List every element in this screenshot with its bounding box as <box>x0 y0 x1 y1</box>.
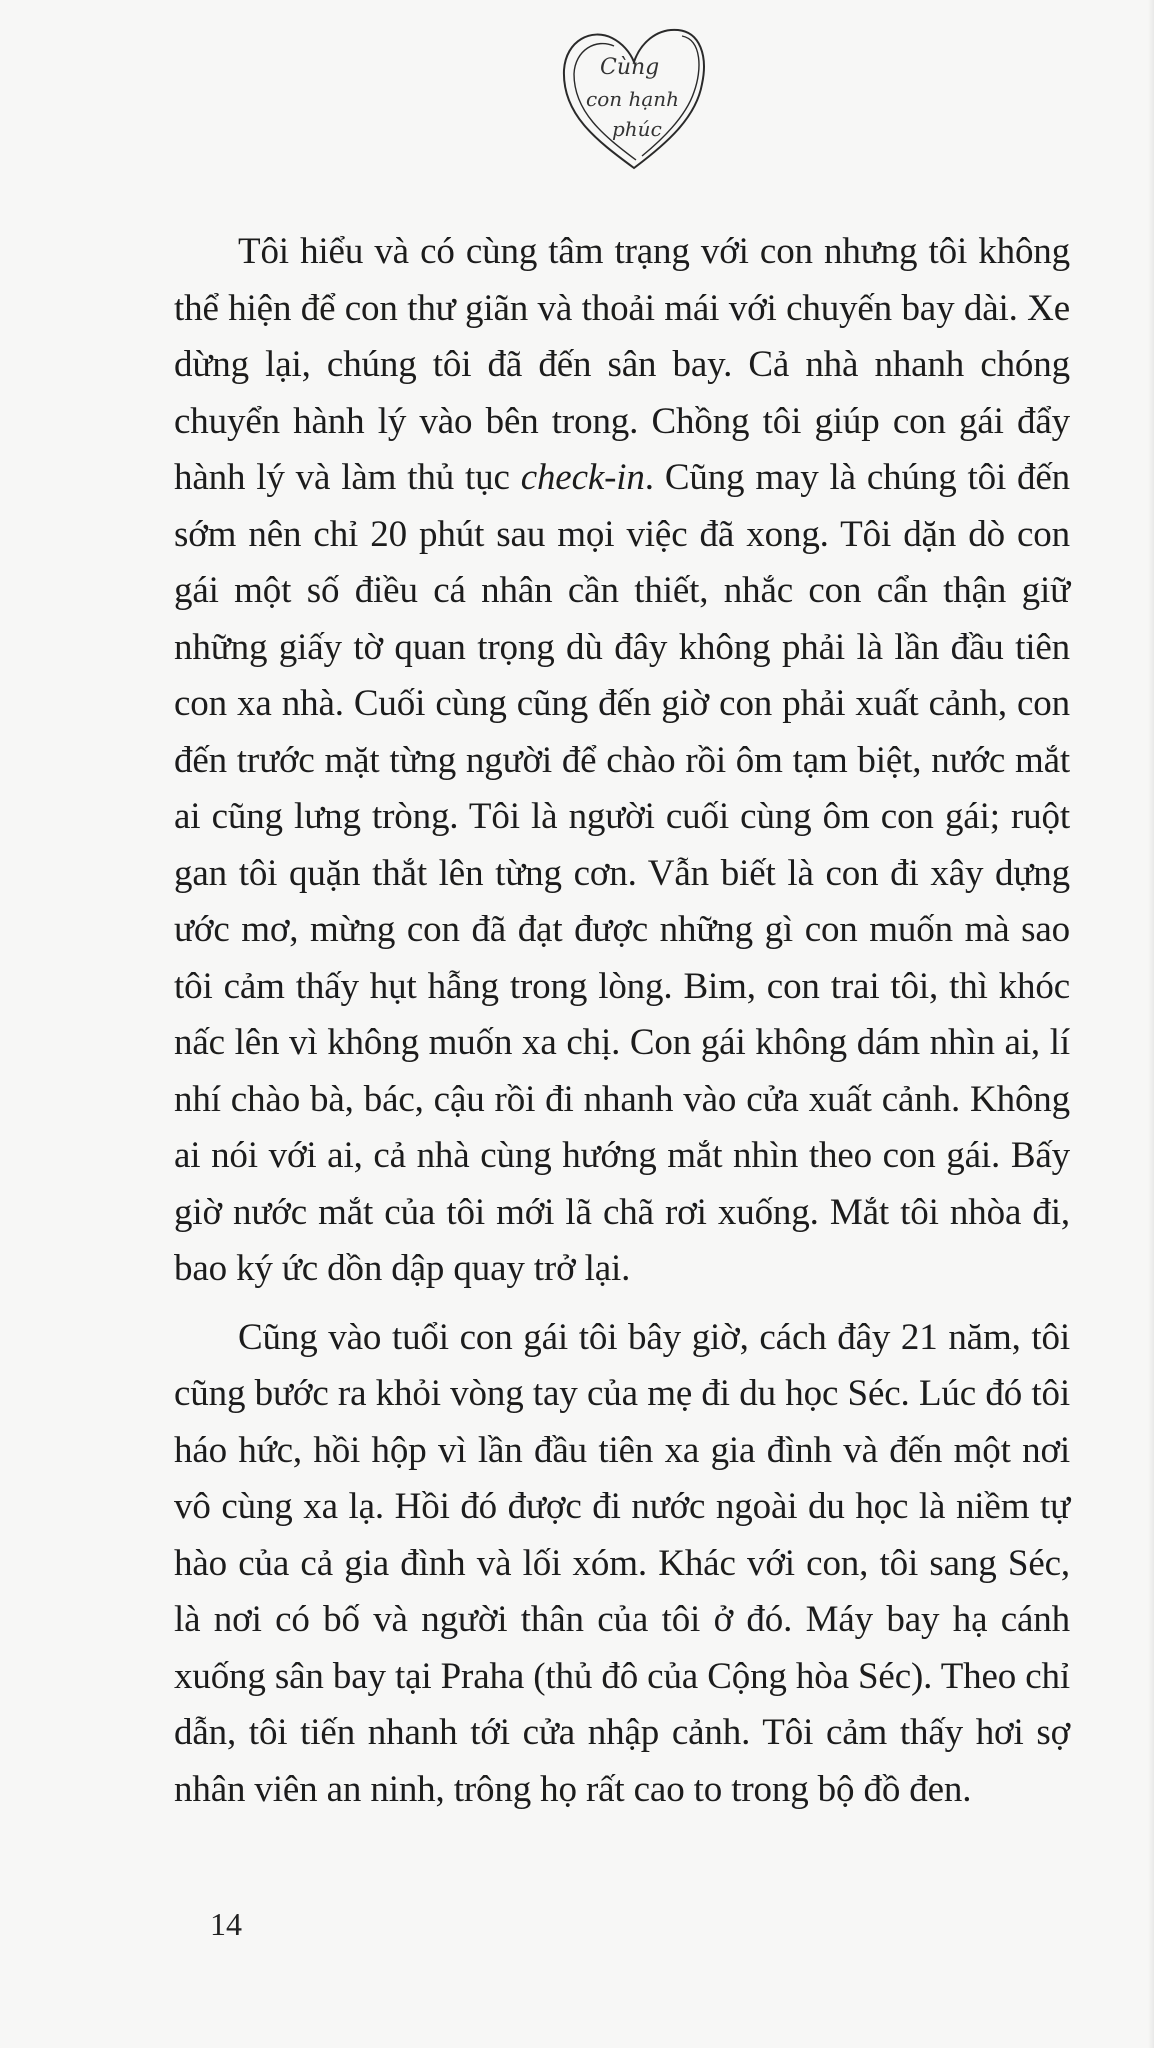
page-number: 14 <box>210 1906 242 1942</box>
page-edge-shadow <box>1148 0 1154 2048</box>
ornament-text-line2: con hạnh <box>586 87 680 111</box>
body-text <box>174 224 1070 1830</box>
ornament-text-line3: phúc <box>612 117 662 141</box>
paragraph-2: Cũng vào tuổi con gái tôi bây giờ, cách đây 21 năm, tôi cũng bước ra khỏi vòng tay của mẹ đi du học Séc. Lúc đó tôi háo hức, hồi hộp vì lần đầu tiên xa gia đình và đến một nơi vô cùng xa lạ. Hồi đó được đi nước ngoài du học là niềm tự hào của cả gia đình và lối xóm. Khác với con, tôi sang Séc, là nơi có bố và người thân của tôi ở đó. Máy bay hạ cánh xuống sân bay tại Praha (thủ đô của Cộng hòa Séc). Theo chỉ dẫn, tôi tiến nhanh tới cửa nhập cảnh. Tôi cảm thấy hơi sợ nhân viên an ninh, trông họ rất cao to trong bộ đồ đen. <box>174 1316 1070 1810</box>
paragraph-1-emphasis: check-in <box>520 457 645 498</box>
ornament-text-line1: Cùng <box>600 55 660 80</box>
paragraph-1-text-start: Tôi hiểu và có cùng tâm trạng với con nhưng tôi không thể hiện để con thư giãn và thoải mái với chuyến bay dài. Xe dừng lại, chúng tôi đã đến sân bay. Cả nhà nhanh chóng chuyển hành lý vào bên trong. Chồng tôi giúp con gái đẩy hành lý và làm thủ tục <box>174 231 1070 498</box>
paragraph-1-text-end: . Cũng may là chúng tôi đến sớm nên chỉ 20 phút sau mọi việc đã xong. Tôi dặn dò con gái một số điều cá nhân cần thiết, nhắc con cẩn thận giữ những giấy tờ quan trọng dù đây không phải là lần đầu tiên con xa nhà. Cuối cùng cũng đến giờ con phải xuất cảnh, con đến trước mặt từng người để chào rồi ôm tạm biệt, nước mắt ai cũng lưng tròng. Tôi là người cuối cùng ôm con gái; ruột gan tôi quặn thắt lên từng cơn. Vẫn biết là con đi xây dựng ước mơ, mừng con đã đạt được những gì con muốn mà sao tôi cảm thấy hụt hẫng trong lòng. Bim, con trai tôi, thì khóc nấc lên vì không muốn xa chị. Con gái không dám nhìn ai, lí nhí chào bà, bác, cậu rồi đi nhanh vào cửa xuất cảnh. Không ai nói với ai, cả nhà cùng hướng mắt nhìn theo con gái. Bấy giờ nước mắt của tôi mới lã chã rơi xuống. Mắt tôi nhòa đi, bao ký ức dồn dập quay trở lại. <box>174 457 1071 1289</box>
paragraph-1 <box>174 224 1070 1298</box>
heart-ornament <box>556 22 712 178</box>
